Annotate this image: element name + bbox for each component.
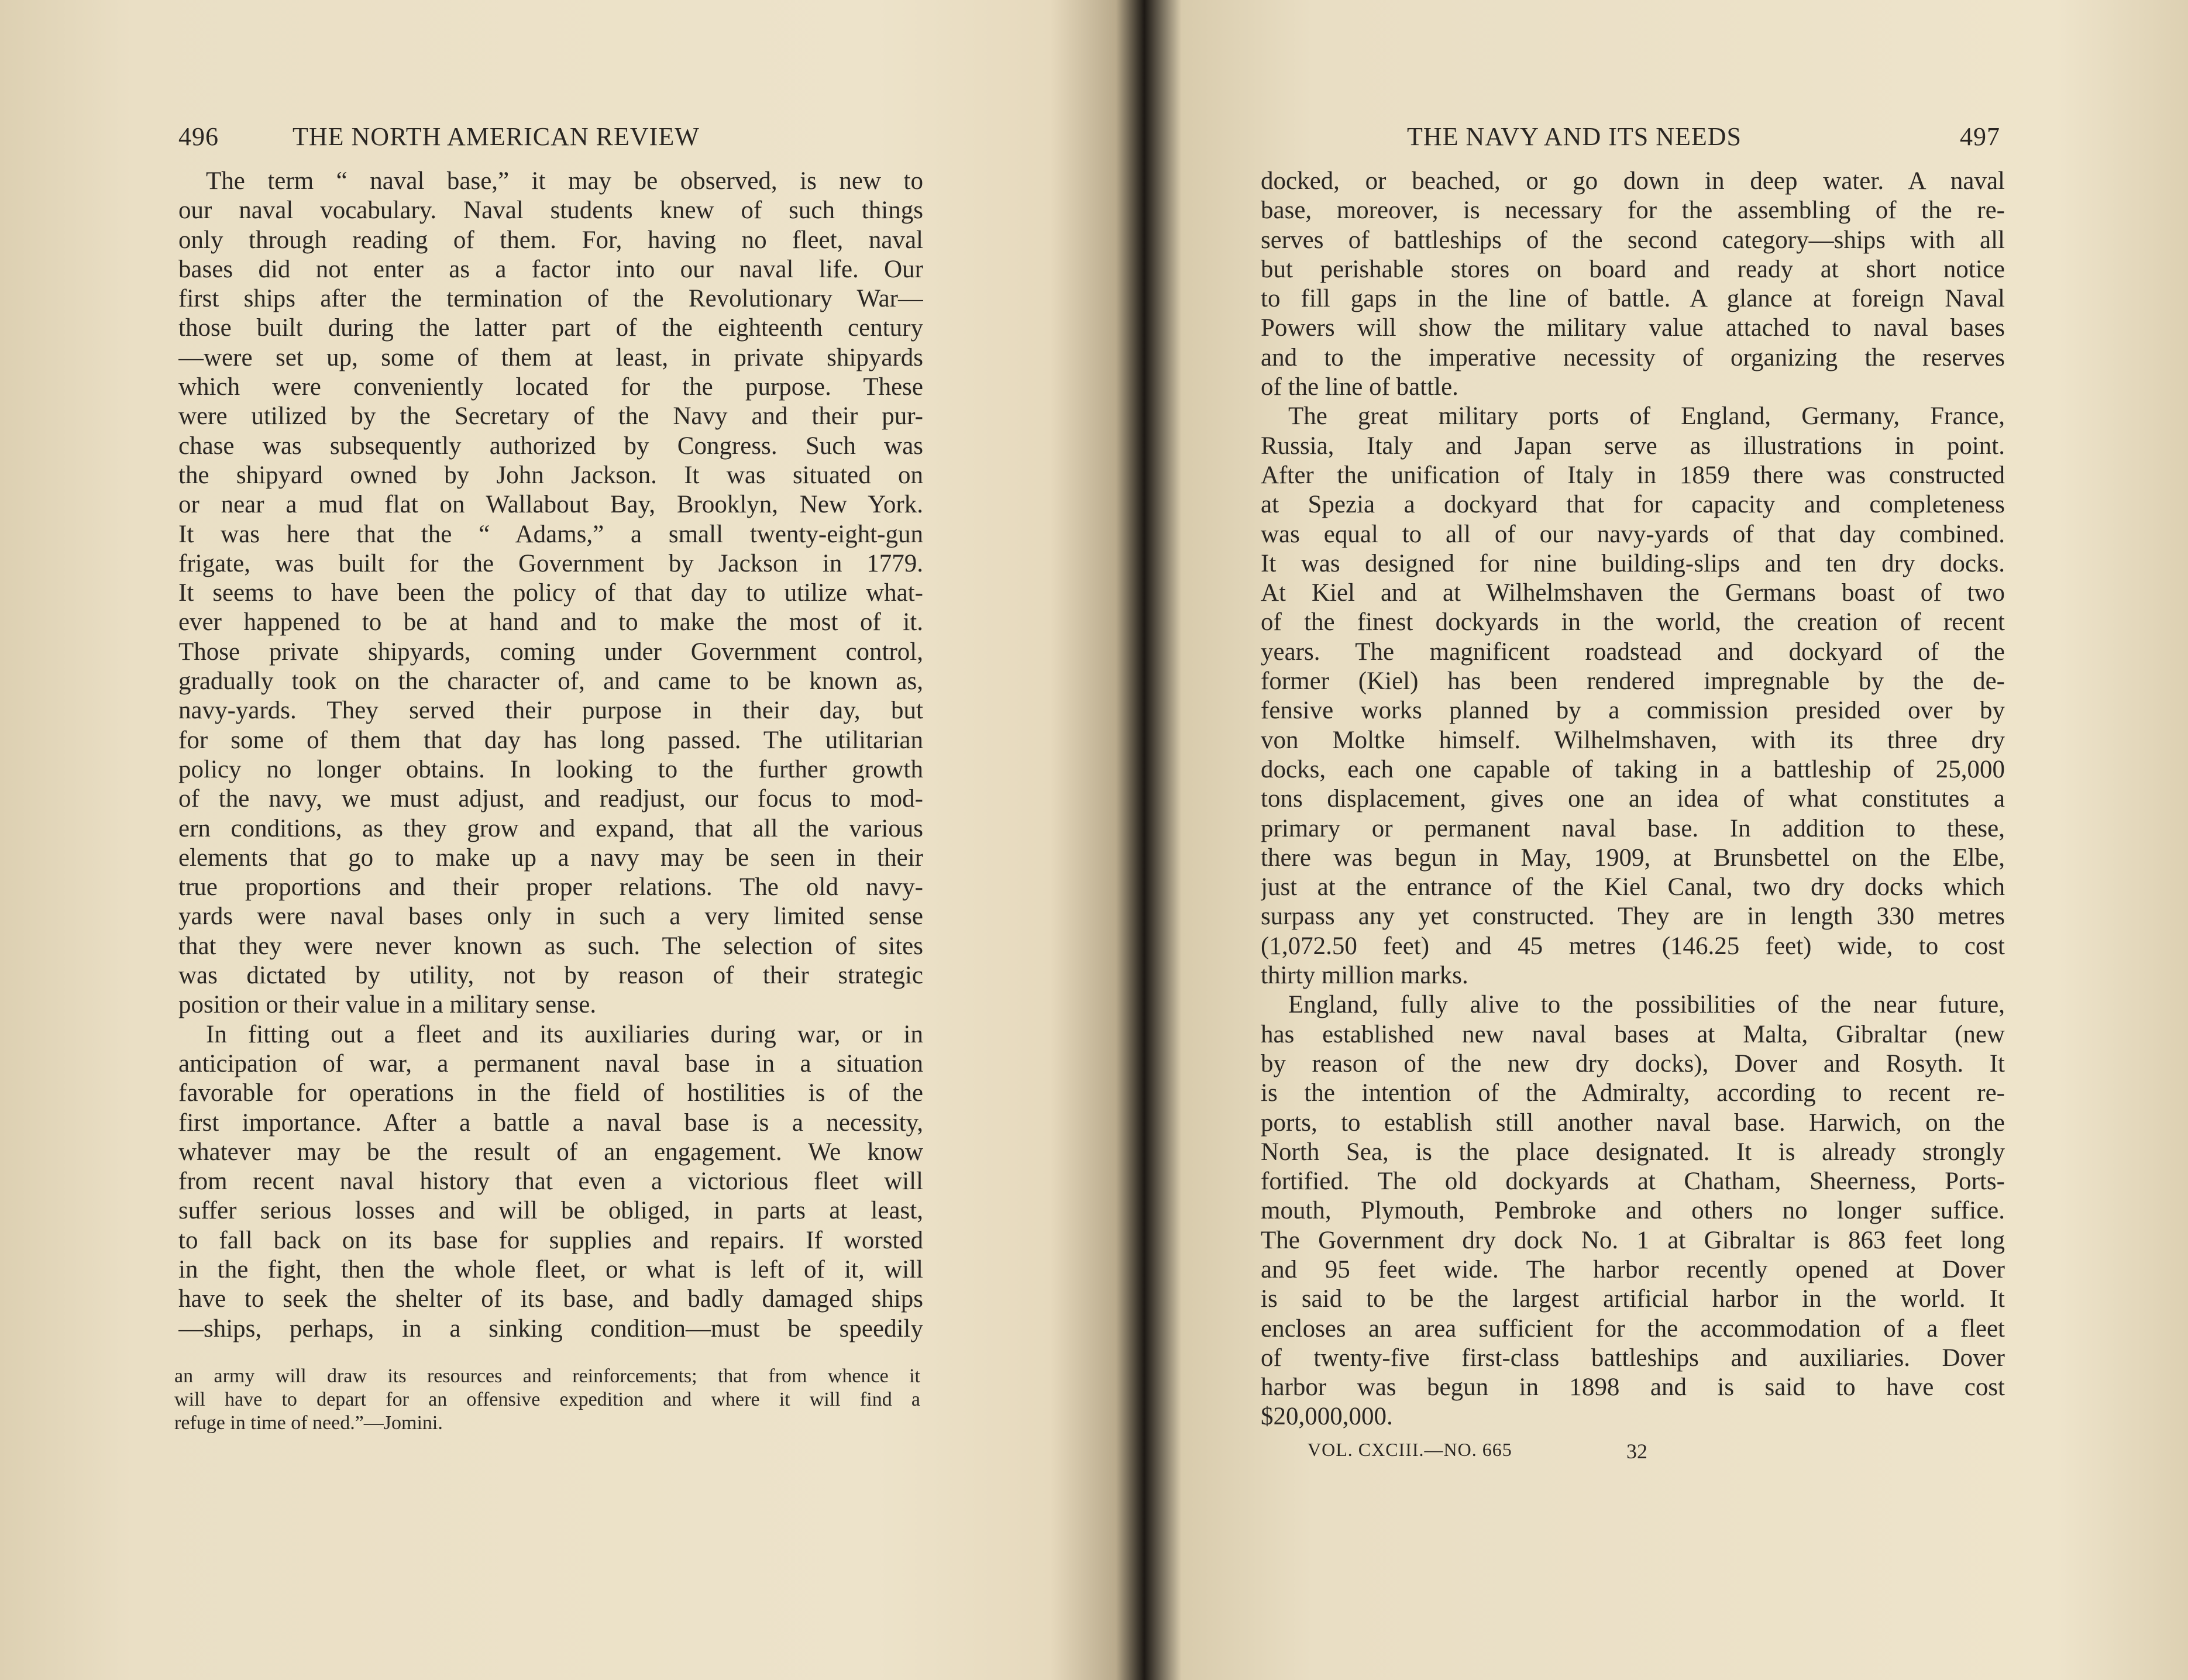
- running-title-right: THE NAVY AND ITS NEEDS: [1407, 122, 1742, 151]
- text-line: It was here that the “ Adams,” a small twenty-eight-gun: [178, 520, 923, 548]
- text-line: of the navy, we must adjust, and readjust, our focus to mod-: [178, 785, 923, 813]
- text-line: tons displacement, gives one an idea of what constitutes a: [1261, 785, 2005, 813]
- text-line: Russia, Italy and Japan serve as illustrations in point.: [1261, 432, 2005, 460]
- text-line: primary or permanent naval base. In addition to these,: [1261, 814, 2005, 842]
- text-line: base, moreover, is necessary for the assembling of the re-: [1261, 197, 2005, 225]
- text-line: The great military ports of England, Germany, France,: [1288, 402, 2005, 431]
- text-line: of the line of battle.: [1261, 373, 1458, 401]
- text-line: anticipation of war, a permanent naval base in a situation: [178, 1049, 923, 1077]
- text-line: North Sea, is the place designated. It is already strongly: [1261, 1138, 2005, 1166]
- left-text-column: [178, 167, 923, 1344]
- text-line: was dictated by utility, not by reason of their strategic: [178, 962, 923, 990]
- text-line: bases did not enter as a factor into our naval life. Our: [178, 255, 923, 283]
- text-line: years. The magnificent roadstead and dockyard of the: [1261, 638, 2005, 666]
- text-line: has established new naval bases at Malta, Gibraltar (new: [1261, 1020, 2005, 1048]
- text-line: of the finest dockyards in the world, the creation of recent: [1261, 608, 2005, 636]
- text-line: the shipyard owned by John Jackson. It was situated on: [178, 461, 923, 489]
- text-line: from recent naval history that even a victorious fleet will: [178, 1168, 923, 1196]
- text-line: those built during the latter part of the eighteenth century: [178, 314, 923, 342]
- running-title-left: THE NORTH AMERICAN REVIEW: [293, 122, 700, 151]
- text-line: in the fight, then the whole fleet, or what is left of it, will: [178, 1255, 923, 1283]
- text-line: that they were never known as such. The selection of sites: [178, 932, 923, 960]
- text-line: The Government dry dock No. 1 at Gibraltar is 863 feet long: [1261, 1226, 2005, 1254]
- text-line: thirty million marks.: [1261, 962, 1468, 990]
- text-line: (1,072.50 feet) and 45 metres (146.25 feet) wide, to cost: [1261, 932, 2005, 960]
- text-line: true proportions and their proper relations. The old navy-: [178, 873, 923, 901]
- text-line: Those private shipyards, coming under Government control,: [178, 638, 923, 666]
- text-line: and to the imperative necessity of organizing the reserves: [1261, 343, 2005, 371]
- text-line: —ships, perhaps, in a sinking condition—must be speedily: [178, 1314, 923, 1342]
- text-line: gradually took on the character of, and came to be known as,: [178, 667, 923, 696]
- text-line: mouth, Plymouth, Pembroke and others no longer suffice.: [1261, 1197, 2005, 1225]
- text-line: Powers will show the military value attached to naval bases: [1261, 314, 2005, 342]
- text-line: $20,000,000.: [1261, 1403, 1393, 1431]
- text-line: navy-yards. They served their purpose in their day, but: [178, 697, 923, 725]
- left-footnote: [174, 1365, 920, 1435]
- text-line: at Spezia a dockyard that for capacity and completeness: [1261, 491, 2005, 519]
- text-line: chase was subsequently authorized by Congress. Such was: [178, 432, 923, 460]
- text-line: there was begun in May, 1909, at Brunsbettel on the Elbe,: [1261, 844, 2005, 872]
- text-line: In fitting out a fleet and its auxiliaries during war, or in: [206, 1020, 923, 1048]
- left-page: [0, 0, 1079, 1680]
- text-line: frigate, was built for the Government by Jackson in 1779.: [178, 549, 923, 577]
- text-line: or near a mud flat on Wallabout Bay, Brooklyn, New York.: [178, 491, 923, 519]
- text-line: but perishable stores on board and ready at short notice: [1261, 255, 2005, 283]
- text-line: ern conditions, as they grow and expand, that all the various: [178, 814, 923, 842]
- text-line: ever happened to be at hand and to make the most of it.: [178, 608, 923, 636]
- text-line: yards were naval bases only in such a very limited sense: [178, 903, 923, 931]
- right-text-column: [1261, 167, 2005, 1432]
- text-line: were utilized by the Secretary of the Navy and their pur-: [178, 402, 923, 431]
- text-line: former (Kiel) has been rendered impregnable by the de-: [1261, 667, 2005, 696]
- text-line: just at the entrance of the Kiel Canal, two dry docks which: [1261, 873, 2005, 901]
- text-line: which were conveniently located for the purpose. These: [178, 373, 923, 401]
- text-line: is the intention of the Admiralty, according to recent re-: [1261, 1079, 2005, 1107]
- footnote-line: refuge in time of need.”—Jomini.: [174, 1412, 443, 1434]
- text-line: first importance. After a battle a naval base is a necessity,: [178, 1108, 923, 1137]
- text-line: England, fully alive to the possibilities of the near future,: [1288, 991, 2005, 1019]
- footnote-line: an army will draw its resources and reinforcements; that from whence it: [174, 1365, 920, 1387]
- text-line: position or their value in a military sense.: [178, 991, 597, 1019]
- text-line: policy no longer obtains. In looking to the further growth: [178, 755, 923, 783]
- text-line: docked, or beached, or go down in deep water. A naval: [1261, 167, 2005, 195]
- text-line: It seems to have been the policy of that day to utilize what-: [178, 579, 923, 607]
- right-page: [1114, 0, 2188, 1680]
- text-line: —were set up, some of them at least, in private shipyards: [178, 343, 923, 371]
- text-line: and 95 feet wide. The harbor recently opened at Dover: [1261, 1255, 2005, 1283]
- text-line: is said to be the largest artificial harbor in the world. It: [1261, 1285, 2005, 1313]
- text-line: After the unification of Italy in 1859 there was constructed: [1261, 461, 2005, 489]
- page-number-right: 497: [1960, 122, 2000, 151]
- text-line: serves of battleships of the second category—ships with all: [1261, 226, 2005, 254]
- text-line: to fill gaps in the line of battle. A glance at foreign Naval: [1261, 285, 2005, 313]
- text-line: elements that go to make up a navy may be seen in their: [178, 844, 923, 872]
- text-line: of twenty-five first-class battleships and auxiliaries. Dover: [1261, 1344, 2005, 1372]
- text-line: our naval vocabulary. Naval students knew of such things: [178, 197, 923, 225]
- text-line: surpass any yet constructed. They are in length 330 metres: [1261, 903, 2005, 931]
- text-line: only through reading of them. For, having no fleet, naval: [178, 226, 923, 254]
- text-line: was equal to all of our navy-yards of that day combined.: [1261, 520, 2005, 548]
- text-line: It was designed for nine building-slips and ten dry docks.: [1261, 549, 2005, 577]
- text-line: first ships after the termination of the Revolutionary War—: [178, 285, 923, 313]
- text-line: encloses an area sufficient for the accommodation of a fleet: [1261, 1314, 2005, 1342]
- text-line: for some of them that day has long passed. The utilitarian: [178, 726, 923, 754]
- text-line: ports, to establish still another naval base. Harwich, on the: [1261, 1108, 2005, 1137]
- text-line: The term “ naval base,” it may be observed, is new to: [206, 167, 923, 195]
- signature-mark: 32: [1626, 1440, 1647, 1463]
- text-line: von Moltke himself. Wilhelmshaven, with its three dry: [1261, 726, 2005, 754]
- text-line: to fall back on its base for supplies and repairs. If worsted: [178, 1226, 923, 1254]
- text-line: fortified. The old dockyards at Chatham, Sheerness, Ports-: [1261, 1168, 2005, 1196]
- page-number-left: 496: [178, 122, 219, 151]
- text-line: have to seek the shelter of its base, and badly damaged ships: [178, 1285, 923, 1313]
- text-line: harbor was begun in 1898 and is said to have cost: [1261, 1373, 2005, 1402]
- text-line: favorable for operations in the field of hostilities is of the: [178, 1079, 923, 1107]
- text-line: fensive works planned by a commission presided over by: [1261, 697, 2005, 725]
- text-line: docks, each one capable of taking in a battleship of 25,000: [1261, 755, 2005, 783]
- footnote-line: will have to depart for an offensive expedition and where it will find a: [174, 1389, 920, 1410]
- text-line: At Kiel and at Wilhelmshaven the Germans boast of two: [1261, 579, 2005, 607]
- text-line: by reason of the new dry docks), Dover and Rosyth. It: [1261, 1049, 2005, 1077]
- volume-line: VOL. CXCIII.—NO. 665: [1308, 1439, 1512, 1460]
- text-line: whatever may be the result of an engagement. We know: [178, 1138, 923, 1166]
- text-line: suffer serious losses and will be obliged, in parts at least,: [178, 1197, 923, 1225]
